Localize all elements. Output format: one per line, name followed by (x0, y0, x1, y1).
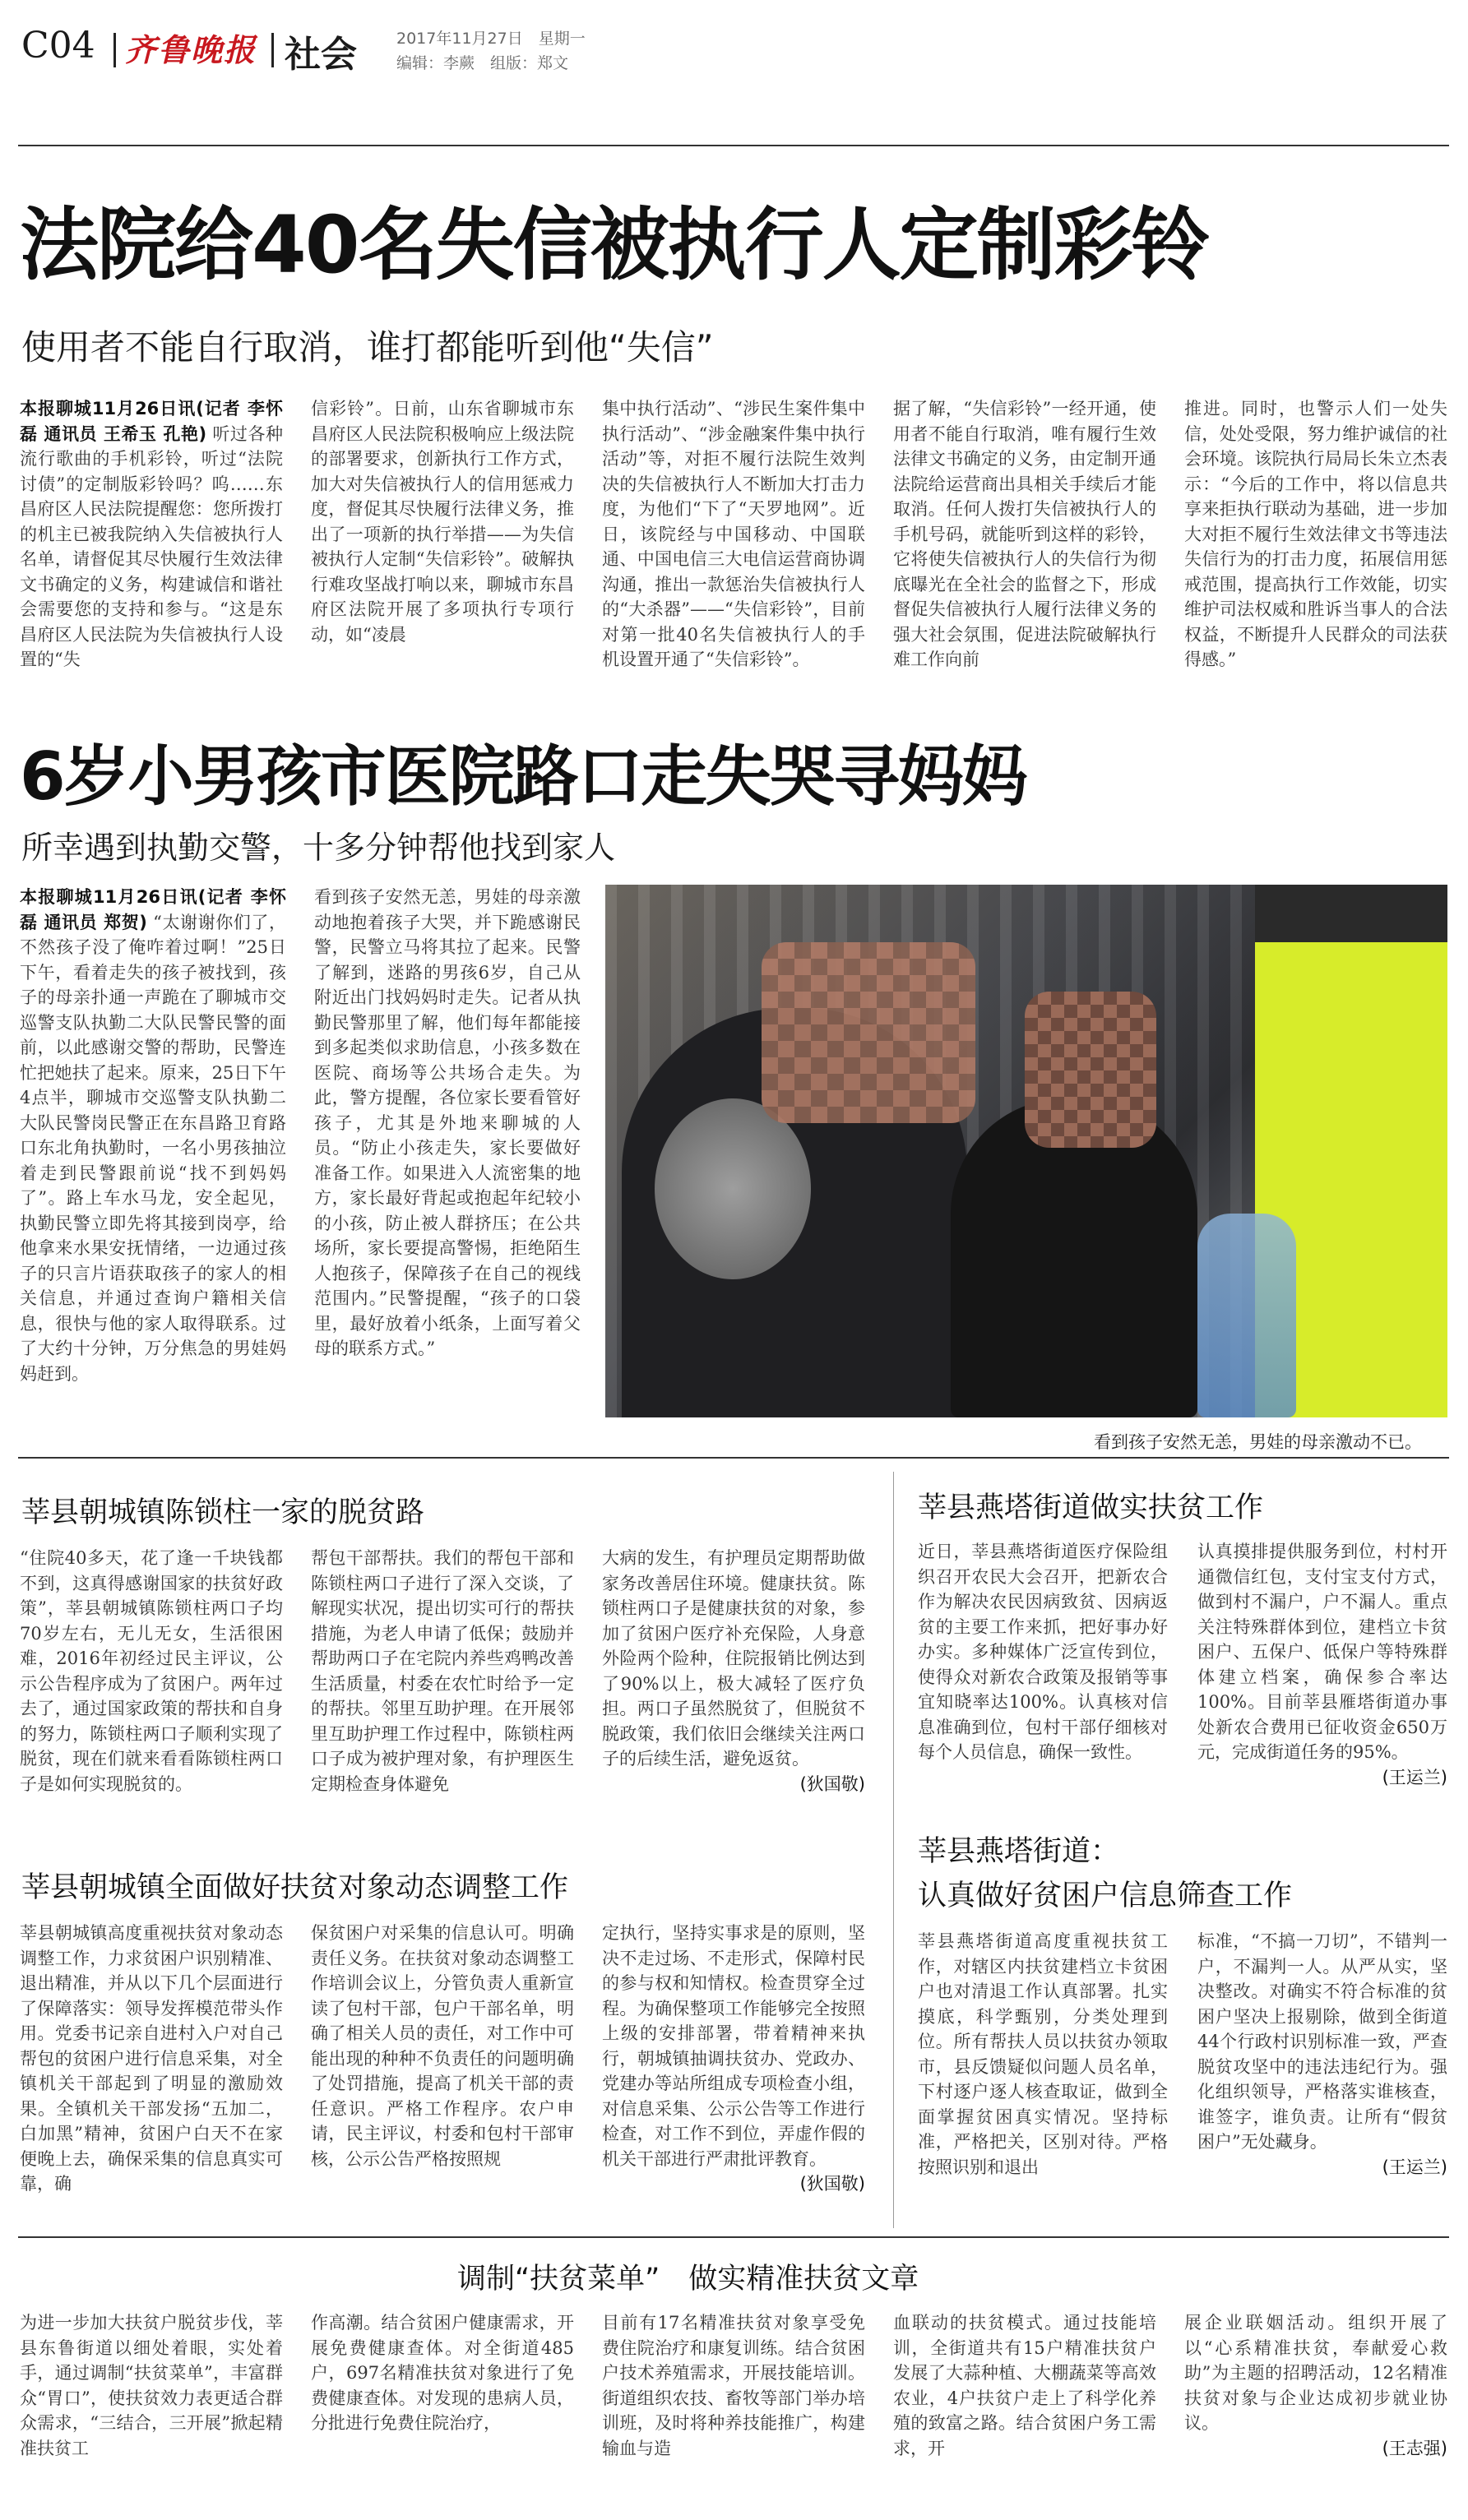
brief5-column (602, 2310, 865, 2508)
pixelated-face (762, 942, 975, 1123)
brief5-column (20, 2310, 283, 2508)
story1-column (602, 396, 865, 692)
brief5-title: 调制“扶贫菜单” 做实精准扶贫文章 (457, 2263, 919, 2296)
story1-text: 推进。同时，也警示人们一处失信，处处受限，努力维护诚信的社会环境。该院执行局局长朱立杰表示：“今后的工作中，将以信息共享来拒执行联动为基础，进一步加大对拒不履行生效法律文书等违法失信行为的打击力度，拓展信用惩戒范围，提高执行工作效能，切实维护司法权威和胜诉当事人的合法权益，不断提升人民群众的司法获得感。” (1184, 399, 1447, 669)
story1-column (20, 396, 283, 692)
story1-subheadline: 使用者不能自行取消，谁打都能听到他“失信” (21, 327, 714, 368)
story1-headline: 法院给40名失信被执行人定制彩铃 (20, 199, 1209, 291)
brief4-text: 莘县燕塔街道高度重视扶贫工作，对辖区内扶贫建档立卡贫困户也对清退工作认真部署。扎实摸底，科学甄别，分类处理到位。所有帮扶人员以扶贫办领取市，县反馈疑似问题人员名单，下村逐户逐人核查取证，做到全面掌握贫困真实情况。坚持标准，严格把关，区别对待。严格按照识别和退出 (918, 1931, 1168, 2177)
issue-date: 2017年11月27日 星期一 (396, 30, 586, 48)
brief1-text: 帮包干部帮扶。我们的帮包干部和陈锁柱两口子进行了深入交谈，了解现实状况，提出切实可行的帮扶措施，为老人申请了低保；鼓励并帮助两口子在宅院内养些鸡鸭改善生活质量，村委在农忙时给予一定的帮扶。邻里互助护理。在开展邻里互助护理工作过程中，陈锁柱两口子成为被护理对象，有护理医生定期检查身体避免 (311, 1548, 574, 1794)
brief5-column (311, 2310, 574, 2508)
story2-text: “太谢谢你们了，不然孩子没了俺咋着过啊！”25日下午，看着走失的孩子被找到，孩子的母亲扑通一声跪在了聊城市交巡警支队执勤二大队民警民警的面前，以此感谢交警的帮助，民警连忙把她扶了起来。原来，25日下午4点半，聊城市交巡警支队执勤二大队民警岗民警正在东昌路卫育路口东北角执勤时，一名小男孩抽泣着走到民警跟前说“找不到妈妈了”。路上车水马龙，安全起见，执勤民警立即先将其接到岗亭，给他拿来水果安抚情绪，一边通过孩子的只言片语获取孩子的家人的相关信息，并通过查询户籍相关信息，很快与他的家人取得联系。过了大约十分钟，万分焦急的男娃妈妈赶到。 (20, 912, 286, 1384)
brief5-text: 目前有17名精准扶贫对象享受免费住院治疗和康复训练。结合贫困户技术养殖需求，开展技能培训。街道组织农技、畜牧等部门举办培训班，及时将种养技能推广，构建输血与造 (602, 2313, 865, 2458)
section-rule (18, 2236, 1449, 2238)
story2-subheadline: 所幸遇到执勤交警，十多分钟帮他找到家人 (21, 830, 616, 866)
paper-logo: 齐鲁晚报 (125, 31, 257, 68)
water-bottle-figure (1197, 1214, 1296, 1417)
brief5-text: 作高潮。结合贫困户健康需求，开展免费健康查体。对全街道485户，697名精准扶贫对象进行了免费健康查体。对发现的患病人员，分批进行免费住院治疗， (311, 2313, 574, 2433)
story1-byline: 本报聊城11月26日讯(记者 李怀磊 通讯员 王希玉 孔艳) (20, 399, 283, 444)
section-name: 社会 (285, 34, 357, 76)
brief4-signature: (王运兰) (1382, 2157, 1447, 2177)
brief2-column (20, 1921, 283, 2220)
story1-text: 集中执行活动”、“涉民生案件集中执行活动”、“涉金融案件集中执行活动”等，对拒不履行法院生效判决的失信被执行人不断加大打击力度，为他们“下了“天罗地网”。近日，该院经与中国移动、中国联通、中国电信三大电信运营商协调沟通，推出一款惩治失信被执行人的“大杀器”——“失信彩铃”，目前对第一批40名失信被执行人的手机设置开通了“失信彩铃”。 (602, 399, 865, 669)
brief5-column (1184, 2310, 1447, 2508)
brief4-title-line2: 认真做好贫困户信息筛查工作 (918, 1880, 1293, 1912)
brief2-signature: (狄国敬) (799, 2174, 865, 2194)
story2-byline: 本报聊城11月26日讯(记者 李怀磊 通讯员 郑贺) (20, 887, 286, 932)
brief2-text: 莘县朝城镇高度重视扶贫对象动态调整工作，力求贫困户识别精准、退出精准，并从以下几个层面进行了保障落实：领导发挥模范带头作用。党委书记亲自进村入户对自己帮包的贫困户进行信息采集，对全镇机关干部起到了明显的激励效果。全镇机关干部发扬“五加二，白加黑”精神，贫困户白天不在家便晚上去，确保采集的信息真实可靠，确 (20, 1923, 283, 2194)
brief1-column (602, 1546, 865, 1842)
story1-text: 听过各种流行歌曲的手机彩铃，听过“法院讨债”的定制版彩铃吗？呜……东昌府区人民法院提醒您：您所拨打的机主已被我院纳入失信被执行人名单，请督促其尽快履行生效法律文书确定的义务，构建诚信和谐社会需要您的支持和参与。“这是东昌府区人民法院为失信被执行人设置的“失 (20, 423, 283, 669)
pixelated-face (1025, 992, 1156, 1148)
brief3-column (918, 1539, 1168, 1802)
brief3-title: 莘县燕塔街道做实扶贫工作 (918, 1491, 1264, 1524)
photo-caption: 看到孩子安然无恙，男娃的母亲激动不已。 (1094, 1432, 1422, 1452)
story2-column (314, 885, 581, 1452)
brief3-text: 认真摸排提供服务到位，村村开通微信红包，支付宝支付方式，做到村不漏户，户不漏人。重点关注特殊群体到位，建档立卡贫困户、五保户、低保户等特殊群体建立档案，确保参合率达100%。目前莘县雁塔街道办事处新农合费用已征收资金650万元，完成街道任务的95%。 (1197, 1542, 1447, 1762)
brief2-column (602, 1921, 865, 2220)
brief4-title-line1: 莘县燕塔街道： (918, 1835, 1120, 1868)
brief4-text: 标准，“不搞一刀切”，不错判一户，不漏判一人。从严从实，坚决整改。对确实不符合标准的贫困户坚决上报剔除，做到全街道44个行政村识别标准一致，严查脱贫攻坚中的违法违纪行为。强化组织领导，严格落实谁核查，谁签字，谁负责。让所有“假贫困户”无处藏身。 (1197, 1931, 1447, 2152)
brief4-column (918, 1929, 1168, 2225)
brief5-text: 展企业联姻活动。组织开展了以“心系精准扶贫，奉献爱心救助”为主题的招聘活动，12名精准扶贫对象与企业达成初步就业协议。 (1184, 2313, 1447, 2433)
brief1-text: “住院40多天，花了逢一千块钱都不到，这真得感谢国家的扶贫好政策”，莘县朝城镇陈锁柱两口子均70岁左右，无儿无女，生活很困难，2016年初经过民主评议，公示公告程序成为了贫困户。两年过去了，通过国家政策的帮扶和自身的努力，陈锁柱两口子顺利实现了脱贫，现在们就来看看陈锁柱两口子是如何实现脱贫的。 (20, 1548, 283, 1794)
column-divider (893, 1472, 894, 2228)
story1-column (311, 396, 574, 692)
top-rule (18, 145, 1449, 146)
story2-headline: 6岁小男孩市医院路口走失哭寻妈妈 (20, 738, 1026, 815)
story1-column (1184, 396, 1447, 692)
brief3-signature: (王运兰) (1382, 1767, 1447, 1787)
brief1-text: 大病的发生，有护理员定期帮助做家务改善居住环境。健康扶贫。陈锁柱两口子是健康扶贫的对象，参加了贫困户医疗补充保险，人身意外险两个险种，住院报销比例达到了90%以上，极大减轻了医疗负担。两口子虽然脱贫了，但脱贫不脱政策，我们依旧会继续关注两口子的后续生活，避免返贫。 (602, 1548, 865, 1769)
brief5-text: 血联动的扶贫模式。通过技能培训，全街道共有15户精准扶贫户发展了大蒜种植、大棚蔬菜等高效农业，4户扶贫户走上了科学化养殖的致富之路。结合贫困户务工需求，开 (893, 2313, 1156, 2458)
brief1-title: 莘县朝城镇陈锁柱一家的脱贫路 (21, 1496, 425, 1529)
brief5-column (893, 2310, 1156, 2508)
brief3-text: 近日，莘县燕塔街道医疗保险组织召开农民大会召开，把新农合作为解决农民因病致贫、因病返贫的主要工作来抓，把好事办好办实。多种媒体广泛宣传到位，使得众对新农合政策及报销等事宜知晓率达100%。认真核对信息准确到位，包村干部仔细核对每个人员信息，确保一致性。 (918, 1542, 1168, 1762)
brief2-title: 莘县朝城镇全面做好扶贫对象动态调整工作 (21, 1871, 569, 1904)
brief2-text: 保贫困户对采集的信息认可。明确责任义务。在扶贫对象动态调整工作培训会议上，分管负责人重新宣读了包村干部，包户干部名单，明确了相关人员的责任，对工作中可能出现的种种不负责任的问题明确了处罚措施，提高了机关干部的责任意识。严格工作程序。农户申请，民主评议，村委和包村干部审核，公示公告严格按照规 (311, 1923, 574, 2169)
brief5-signature: (王志强) (1382, 2438, 1447, 2458)
story2-column (20, 885, 286, 1452)
brief3-column (1197, 1539, 1447, 1802)
brief2-column (311, 1921, 574, 2220)
section-rule (18, 1457, 1449, 1459)
brief1-signature: (狄国敬) (799, 1773, 865, 1794)
brief5-text: 为进一步加大扶贫户脱贫步伐，莘县东鲁街道以细处着眼，实处着手，通过调制“扶贫菜单”，丰富群众“胃口”，使扶贫效力表更适合群众需求，“三结合，三开展”掀起精准扶贫工 (20, 2313, 283, 2458)
masthead-divider (271, 33, 274, 67)
brief1-column (311, 1546, 574, 1842)
story2-text: 看到孩子安然无恙，男娃的母亲激动地抱着孩子大哭，并下跪感谢民警，民警立马将其拉了起来。民警了解到，迷路的男孩6岁，自己从附近出门找妈妈时走失。记者从执勤民警那里了解，他们每年都能接到多起类似求助信息，小孩多数在医院、商场等公共场合走失。为此，警方提醒，各位家长要看管好孩子，尤其是外地来聊城的人员。“防止小孩走失，家长要做好准备工作。如果进入人流密集的地方，家长最好背起或抱起年纪较小的小孩，防止被人群挤压；在公共场所，家长要提高警惕，拒绝陌生人抱孩子，保障孩子在自己的视线范围内。”民警提醒，“孩子的口袋里，最好放着小纸条，上面写着父母的联系方式。” (314, 887, 581, 1358)
brief4-column (1197, 1929, 1447, 2225)
brief1-column (20, 1546, 283, 1842)
brief2-text: 定执行，坚持实事求是的原则，坚决不走过场、不走形式，保障村民的参与权和知情权。检查贯穿全过程。为确保整项工作能够完全按照上级的安排部署，带着精神来执行，朝城镇抽调扶贫办、党政办、党建办等站所组成专项检查小组，对信息采集、公示公告等工作进行检查，对工作不到位，弄虚作假的机关干部进行严肃批评教育。 (602, 1923, 865, 2169)
news-photo (605, 885, 1447, 1417)
editors-line: 编辑：李蕨 组版：郑文 (396, 54, 569, 72)
page-code: C04 (21, 25, 95, 67)
story1-text: 信彩铃”。日前，山东省聊城市东昌府区人民法院积极响应上级法院的部署要求，创新执行工作方式，加大对失信被执行人的信用惩戒力度，督促其尽快履行法律义务，推出了一项新的执行举措——为失信被执行人定制“失信彩铃”。破解执行难攻坚战打响以来，聊城市东昌府区法院开展了多项执行专项行动，如“凌晨 (311, 399, 574, 645)
fur-collar-figure (655, 1098, 811, 1279)
masthead-divider (113, 33, 116, 67)
story1-column (893, 396, 1156, 692)
story1-text: 据了解，“失信彩铃”一经开通，使用者不能自行取消，唯有履行生效法律文书确定的义务，由定制开通法院给运营商出具相关手续后才能取消。任何人拨打失信被执行人的手机号码，就能听到这样的彩铃，它将使失信被执行人的失信行为彻底曝光在全社会的监督之下，形成督促失信被执行人履行法律义务的强大社会氛围，促进法院破解执行难工作向前 (893, 399, 1156, 669)
